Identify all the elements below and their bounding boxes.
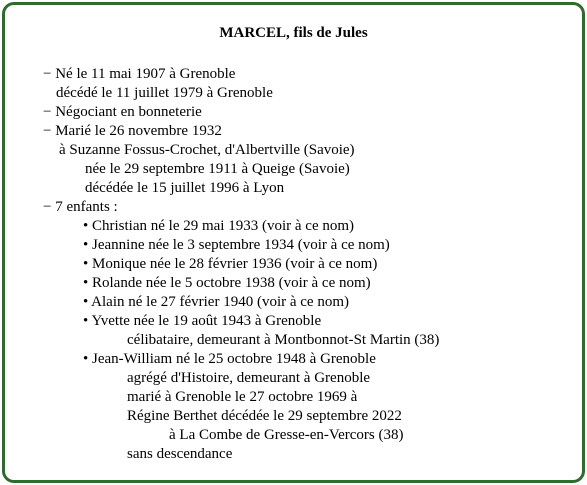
marriage-line: − Marié le 26 novembre 1932	[43, 123, 222, 139]
child-detail: célibataire, demeurant à Montbonnot-St Martin (38)	[127, 332, 440, 348]
child-detail: agrégé d'Histoire, demeurant à Grenoble	[127, 370, 371, 386]
child-detail: Régine Berthet décédée le 29 septembre 2022	[127, 408, 402, 424]
birth-line: − Né le 11 mai 1907 à Grenoble	[43, 66, 236, 82]
card-title: MARCEL, fils de Jules	[219, 25, 368, 41]
child-item: • Jean-William né le 25 octobre 1948 à Grenoble	[83, 351, 376, 367]
child-item: • Alain né le 27 février 1940 (voir à ce nom)	[83, 294, 349, 310]
spouse-birth-line: née le 29 septembre 1911 à Queige (Savoie)	[85, 161, 350, 177]
child-item: • Jeannine née le 3 septembre 1934 (voir à ce nom)	[83, 237, 390, 253]
child-detail: à La Combe de Gresse-en-Vercors (38)	[169, 427, 404, 443]
genealogy-card	[2, 2, 585, 483]
death-line: décédé le 11 juillet 1979 à Grenoble	[56, 85, 273, 101]
spouse-death-line: décédée le 15 juillet 1996 à Lyon	[85, 180, 285, 196]
occupation-line: − Négociant en bonneterie	[43, 104, 202, 120]
child-item: • Monique née le 28 février 1936 (voir à ce nom)	[83, 256, 378, 272]
child-detail: marié à Grenoble le 27 octobre 1969 à	[127, 389, 358, 405]
child-detail: sans descendance	[127, 446, 233, 462]
child-item: • Christian né le 29 mai 1933 (voir à ce nom)	[83, 218, 355, 234]
children-heading: − 7 enfants :	[43, 199, 118, 215]
child-item: • Rolande née le 5 octobre 1938 (voir à ce nom)	[83, 275, 371, 291]
child-item: • Yvette née le 19 août 1943 à Grenoble	[83, 313, 322, 329]
spouse-line: à Suzanne Fossus-Crochet, d'Albertville (Savoie)	[59, 142, 355, 158]
